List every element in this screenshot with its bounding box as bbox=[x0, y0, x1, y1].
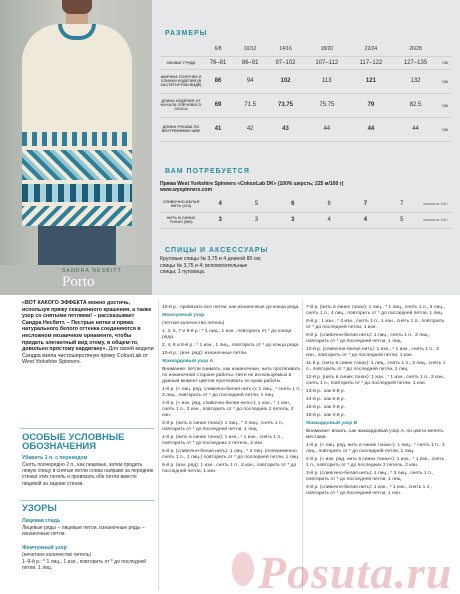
instruction-line: 13-й р.: как 5-й р. bbox=[306, 389, 345, 394]
skein-count: 3 bbox=[202, 212, 238, 228]
instruction-line: 3-й р. (нить в синих тонах): 1 лиц., * 3 лиц., снять 1 п., повторить от * до последней петли, 1 лиц. bbox=[162, 421, 285, 432]
instruction-line: 11-й р. (нить в синих тонах): 1 лиц., снять 1 п., 3 лиц., снять 1 п., повторить от * до последней петли, 1 лиц. bbox=[306, 361, 446, 372]
size-value: 44 bbox=[349, 117, 393, 141]
skein-count: 4 bbox=[202, 196, 238, 212]
unit-label: см bbox=[438, 117, 452, 141]
table-row bbox=[160, 56, 452, 69]
instruction-line: 10-й р.: (изн. ряд): изнаночные петли. bbox=[162, 351, 248, 356]
designer-name: SANDRA NESBITT bbox=[62, 268, 122, 274]
face-stitch-text: Лицевые ряды – лицевые петли, изнаночные ряды – изнаночные петли. bbox=[22, 525, 145, 538]
unit-label: мотков по 100 г bbox=[420, 196, 452, 212]
special-term: Убавить 1 п. с перекидом bbox=[22, 455, 88, 461]
table-row bbox=[160, 69, 452, 93]
size-value: 117–122 bbox=[349, 56, 393, 69]
size-col-header: 22/24 bbox=[349, 43, 393, 56]
sizes-table bbox=[160, 43, 452, 142]
size-value: 102 bbox=[266, 69, 305, 93]
yarn-colors-table bbox=[160, 196, 452, 229]
color-label: НИТЬ В СИНИХ ТОНАХ (882) bbox=[160, 212, 202, 228]
unit-label: см bbox=[438, 93, 452, 117]
unit-label: мотков по 100 г bbox=[420, 212, 452, 228]
size-value: 44 bbox=[393, 117, 438, 141]
pearl-stitch-row: 1–9-й р.: * 1 лиц., 1 изн., повторить от * до последней петли, 1 лиц. bbox=[22, 559, 147, 572]
row-label: ОБХВАТ ГРУДИ bbox=[160, 56, 202, 69]
row-label: ДЛИНА ИЗДЕЛИЯ ОТ НАЧАЛА ПЛЕЧЕВОГО СКОСА bbox=[160, 93, 202, 117]
pattern-subtitle: Жаккардовый узор B bbox=[306, 421, 358, 426]
skein-count: 7 bbox=[384, 196, 420, 212]
instruction-line: 1, 3, 5, 7 и 9-й р.: * 1 лиц., 1 изн., повторить от * до конца ряда. bbox=[162, 329, 292, 340]
instruction-line: 4-й р. (нить в синих тонах): 1 изн., * 1 изн., снять 1 п., повторить от * до последних 2 петель, 2 изн. bbox=[162, 435, 283, 446]
intro-note: Для своей модели Сандра взяла чистошерстяную пряжу ColourLab от West Yorkshire Spinners. bbox=[22, 346, 154, 366]
size-value: 132 bbox=[393, 69, 438, 93]
special-text: Снять поочередно 2 п., как лицевые, затем продеть левую спицу в снятые петли слева направо за передние стенки этих петель и провязать обе петли вместе лицевой за задние стенки. bbox=[22, 462, 154, 487]
pearl-stitch-title: Жемчужный узор bbox=[22, 545, 67, 551]
tools-line: спицы; 1 пуговица. bbox=[160, 269, 206, 275]
skein-count: 4 bbox=[311, 212, 347, 228]
skein-count: 4 bbox=[347, 212, 383, 228]
patterns-heading: УЗОРЫ bbox=[22, 503, 57, 514]
instruction-line: 2-й р. (« изн. ряд, сливочно-белая нить»): 1 изн., * 1 изн., снять 1 п., 3 изн., повторить от * до последних 2 петель, 2 изн. bbox=[162, 401, 294, 418]
skein-count: 5 bbox=[238, 196, 274, 212]
size-col-header: 14/16 bbox=[266, 43, 305, 56]
table-row bbox=[160, 196, 452, 212]
size-col-header: 26/28 bbox=[393, 43, 438, 56]
tools-line: Круговые спицы № 3,75 и 4 длиной 80 см; bbox=[160, 256, 262, 262]
divider bbox=[20, 500, 154, 501]
pattern-subtitle: Жаккардовый узор A bbox=[162, 359, 214, 364]
instruction-line: 1-й р. (« лиц. ряд, нить в синих тонах»): 1 лиц., * снять 1 п., 3 лиц., повторить от * до последней петли, 1 лиц. bbox=[306, 443, 445, 454]
size-value: 75.75 bbox=[305, 93, 349, 117]
jacquard-band bbox=[22, 206, 132, 226]
special-heading: ОСОБЫЕ УСЛОВНЫЕ ОБОЗНАЧЕНИЯ bbox=[22, 432, 125, 452]
instruction-line: 15-й р.: как 3-й р. bbox=[306, 405, 345, 410]
size-value: 113 bbox=[305, 69, 349, 93]
skein-count: 3 bbox=[238, 212, 274, 228]
size-value: 42 bbox=[234, 117, 266, 141]
divider bbox=[20, 428, 154, 429]
size-value: 107–112 bbox=[305, 56, 349, 69]
intro-text bbox=[22, 300, 154, 366]
instruction-line: Внимание: вязать, как жаккардовый узор A, но цвета менять местами. bbox=[306, 429, 444, 440]
jacquard-band bbox=[22, 184, 132, 202]
yarn-description bbox=[160, 181, 450, 193]
instruction-line: 16-й р.: как 4-й р. bbox=[306, 413, 345, 418]
size-value: 79 bbox=[349, 93, 393, 117]
skein-count: 7 bbox=[347, 196, 383, 212]
size-value: 121 bbox=[349, 69, 393, 93]
size-col-header: 10/12 bbox=[234, 43, 266, 56]
instruction-line: 4-й р. (сливочно-белая нить): 1 изн., * 1 изн., снять 1 п., повторить от * до последней петли, 1 изн. bbox=[306, 485, 433, 496]
instruction-line: Внимание: петли снимать, как изнаночные, нить протягивать по изнаночной стороне работы. Нити не используемых в данный момент цветов протягивать по краю работы. bbox=[162, 367, 301, 384]
instruction-line: 2, 4, 6 и 8-й р.: * 1 изн., 1 лиц., повторить от * до конца ряда. bbox=[162, 343, 300, 348]
jacquard-band bbox=[22, 150, 132, 180]
watermark-pin-icon bbox=[232, 552, 254, 586]
size-value: 71.5 bbox=[234, 93, 266, 117]
tools-heading: СПИЦЫ И АКСЕССУАРЫ bbox=[165, 247, 269, 254]
instruction-line: 7-й р. (нить в синих тонах): 1 лиц., * 1 лиц., снять 1 п., 3 лиц., снять 1 п., 4 лиц., повторить от * до последней петли, 1 лиц. bbox=[306, 305, 445, 316]
cardigan-photo bbox=[0, 0, 152, 265]
instruction-line: 10-й р.: провязать все петли, как изнаночные до конца ряда. bbox=[162, 305, 300, 310]
instructions-column-3 bbox=[306, 305, 448, 499]
size-value: 86–91 bbox=[234, 56, 266, 69]
corner-cell bbox=[160, 43, 202, 56]
size-value: 94 bbox=[234, 69, 266, 93]
size-value: 69 bbox=[202, 93, 234, 117]
unit-label: см bbox=[438, 69, 452, 93]
sizes-heading: РАЗМЕРЫ bbox=[165, 30, 208, 37]
intro-lead: «ВОТ КАКОГО ЭФФЕКТА можно достичь, используя пряжу секционного крашения, а также узор со снятыми петлями! – рассказывает Сандра Несбитт. – Пестрые нитки и пряжа натурального белого оттенка соединяются в несложном мозаичном орнаменте, чтобы придать элегантный вид этому, в общем-то, довольно простому кардигану». bbox=[22, 300, 152, 353]
pattern-subtitle: Жемчужный узор bbox=[162, 313, 205, 318]
table-row bbox=[160, 93, 452, 117]
instruction-line: 8-й р.: 1 изн., * 3 изн., снять 1 п., 1 изн., снять 1 п., повторить от * до последней петли, 1 изн. bbox=[306, 319, 445, 330]
instruction-line: 12-й р. (нить в синих тонах): 1 изн., * 1 изн., снять 1 п., 3 изн., снять 1 п., повторить от * до последней петли, 1 изн. bbox=[306, 375, 446, 386]
size-value: 97–102 bbox=[266, 56, 305, 69]
size-value: 44 bbox=[305, 117, 349, 141]
instruction-line: 9-й р. (сливочно-белая нить): 1 лиц., снять 1 п., 3 лиц., повторить от * до последней петли, 1 лиц. bbox=[306, 333, 431, 344]
yarn-brand: Пряжа West Yorkshire Spinners «ColourLab DK» (100% шерсть; 225 м/100 г) bbox=[160, 181, 344, 187]
pearl-stitch-text: (нечетное количество петель) bbox=[22, 552, 92, 558]
size-col-header: 6/8 bbox=[202, 43, 234, 56]
instruction-line: 10-й р. (сливочно-белая нить): 1 изн., * 1 изн., снять 1 п., 3 изн., повторить от * до последней петли, 1 изн. bbox=[306, 347, 439, 358]
row-label: ШИРИНА ПОЛОЧЕК И СПИНКИ ИЗДЕЛИЯ (В ЗАСТЕГНУТОМ ВИДЕ) bbox=[160, 69, 202, 93]
instruction-line: 3-й р. (сливочно-белая нить): 1 лиц., * 3 лиц., снять 1 п., повторить от * до последней петли, 1 лиц. bbox=[306, 471, 434, 482]
instruction-line: 1-й р. (« лиц. ряд, сливочно-белая нить»): 1 лиц., * снять 1 п., 3 лиц., повторить от * до последней петли, 1 лиц. bbox=[162, 387, 302, 398]
skein-count: 5 bbox=[384, 212, 420, 228]
materials-heading: ВАМ ПОТРЕБУЕТСЯ bbox=[165, 168, 250, 175]
model-jeans bbox=[38, 226, 116, 265]
size-value: 127–135 bbox=[393, 56, 438, 69]
size-value: 82.5 bbox=[393, 93, 438, 117]
instruction-line: 5-й р. (сливочно-белая нить): 1 лиц., * 3 лиц. (попеременно снять 1 п., 1 лиц.) повторить от * до последней петли, 1 лиц. bbox=[162, 449, 300, 460]
skein-count: 6 bbox=[275, 196, 311, 212]
size-value: 41 bbox=[202, 117, 234, 141]
model-title: Porto bbox=[62, 274, 95, 290]
table-row bbox=[160, 117, 452, 141]
row-label: ДЛИНА РУКАВА ПО ВНУТРЕННЕМУ ШВУ bbox=[160, 117, 202, 141]
instruction-line: 2-й р. (« изн. ряд, нить в синих тонах»): 1 изн., * 1 изн., снять 1 п., повторить от * до последних 2 петель, 2 изн. bbox=[306, 457, 445, 468]
size-value: 73.75 bbox=[266, 93, 305, 117]
yarn-url: www.wyspinners.com bbox=[160, 187, 213, 193]
unit-label: см bbox=[438, 56, 452, 69]
unit-col-header bbox=[438, 43, 452, 56]
model-hair bbox=[62, 0, 92, 14]
tools-line: спицы № 3,75 и 4; вспомогательные bbox=[160, 262, 248, 269]
table-row bbox=[160, 212, 452, 228]
column-rule bbox=[158, 300, 159, 590]
instruction-line: (четное количество петель) bbox=[162, 321, 225, 326]
watermark: Posuta.ru bbox=[258, 547, 453, 594]
size-col-header: 18/20 bbox=[305, 43, 349, 56]
instructions-column-2 bbox=[162, 305, 302, 477]
tools-text bbox=[160, 256, 440, 276]
instruction-line: 14-й р.: как 6-й р. bbox=[306, 397, 345, 402]
size-value: 76–81 bbox=[202, 56, 234, 69]
face-stitch-title: Лицевая гладь bbox=[22, 518, 61, 524]
jacquard-band bbox=[22, 132, 132, 146]
skein-count: 6 bbox=[311, 196, 347, 212]
size-value: 43 bbox=[266, 117, 305, 141]
color-label: СЛИВОЧНО-БЕЛАЯ НИТЬ (013) bbox=[160, 196, 202, 212]
size-value: 86 bbox=[202, 69, 234, 93]
instruction-line: 6-й р. (изн. ряд): 1 изн., снять 1 п., 3 изн., повторить от * до последней петли, 1 изн. bbox=[162, 463, 297, 474]
skein-count: 3 bbox=[275, 212, 311, 228]
